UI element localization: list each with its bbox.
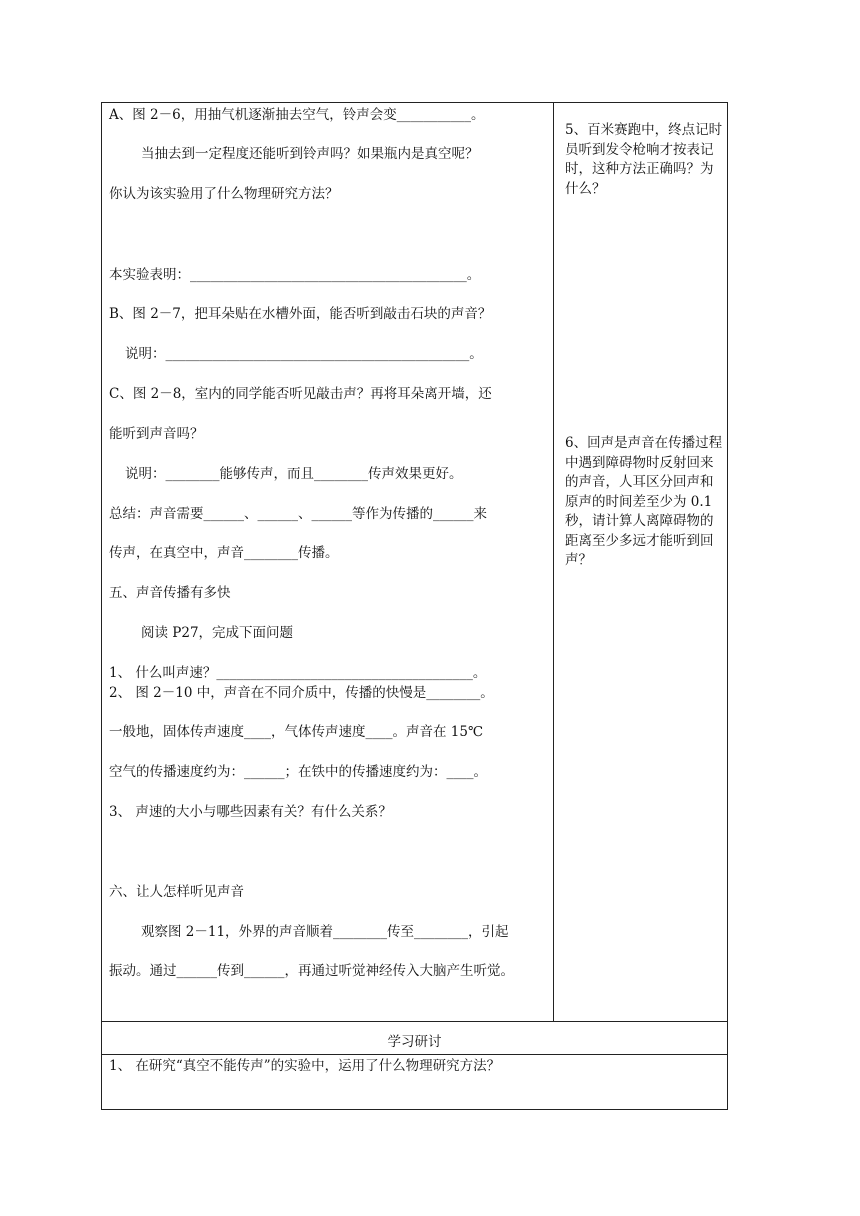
experiment-a-method: 你认为该实验用了什么物理研究方法？ [109, 186, 339, 202]
question-2-cont: 一般地，固体传声速度____，气体传声速度____。声音在 15℃ [109, 724, 484, 740]
summary-line: 总结：声音需要______、______、______等作为传播的______来 [109, 506, 487, 522]
discussion-header: 学习研讨 [387, 1034, 442, 1050]
side-question-5: 5、百米赛跑中，终点记时员听到发令枪响才按表记时，这种方法正确吗？为什么？ [565, 122, 723, 197]
experiment-b-explain: 说明：_____________________________________________。 [125, 346, 483, 362]
reading-instruction: 阅读 P27，完成下面问题 [141, 625, 294, 641]
worksheet-table [101, 102, 728, 1110]
column-divider [553, 102, 554, 1022]
discussion-item-1: 1、 在研究“真空不能传声”的实验中，运用了什么物理研究方法？ [109, 1058, 501, 1074]
experiment-c-line: C、图 2－8，室内的同学能否听见敲击声？再将耳朵离开墙，还 [109, 386, 492, 402]
row-divider-bottom [101, 1054, 728, 1055]
experiment-a-line: A、图 2－6，用抽气机逐渐抽去空气，铃声会变___________。 [109, 107, 485, 123]
question-3: 3、 声速的大小与哪些因素有关？有什么关系？ [109, 804, 392, 820]
experiment-a-question: 当抽去到一定程度还能听到铃声吗？如果瓶内是真空呢？ [141, 146, 479, 162]
question-1: 1、 什么叫声速？______________________________________。 [109, 665, 487, 681]
section-six-heading: 六、让人怎样听见声音 [109, 884, 244, 900]
row-divider-top [101, 1021, 728, 1022]
experiment-c-explain: 说明：________能够传声，而且________传声效果更好。 [125, 466, 463, 482]
experiment-b-line: B、图 2－7，把耳朵贴在水槽外面，能否听到敲击石块的声音？ [109, 306, 492, 322]
summary-line-cont: 传声，在真空中，声音________传播。 [109, 545, 339, 561]
section-five-heading: 五、声音传播有多快 [109, 585, 231, 601]
question-2: 2、 图 2－10 中，声音在不同介质中，传播的快慢是________。 [109, 685, 494, 701]
observe-line-cont: 振动。通过______传到______，再通过听觉神经传入大脑产生听觉。 [109, 963, 514, 979]
question-2-cont-2: 空气的传播速度约为：______；在铁中的传播速度约为：____。 [109, 764, 487, 780]
experiment-a-conclusion: 本实验表明：_________________________________________。 [109, 267, 481, 283]
side-question-6: 6、回声是声音在传播过程中遇到障碍物时反射回来的声音，人耳区分回声和原声的时间差至少为 0.1 秒，请计算人离障碍物的距离至少多远才能听到回声？ [565, 435, 723, 568]
observe-line: 观察图 2－11，外界的声音顺着________传至________，引起 [141, 924, 509, 940]
experiment-c-line-cont: 能听到声音吗？ [109, 426, 204, 442]
